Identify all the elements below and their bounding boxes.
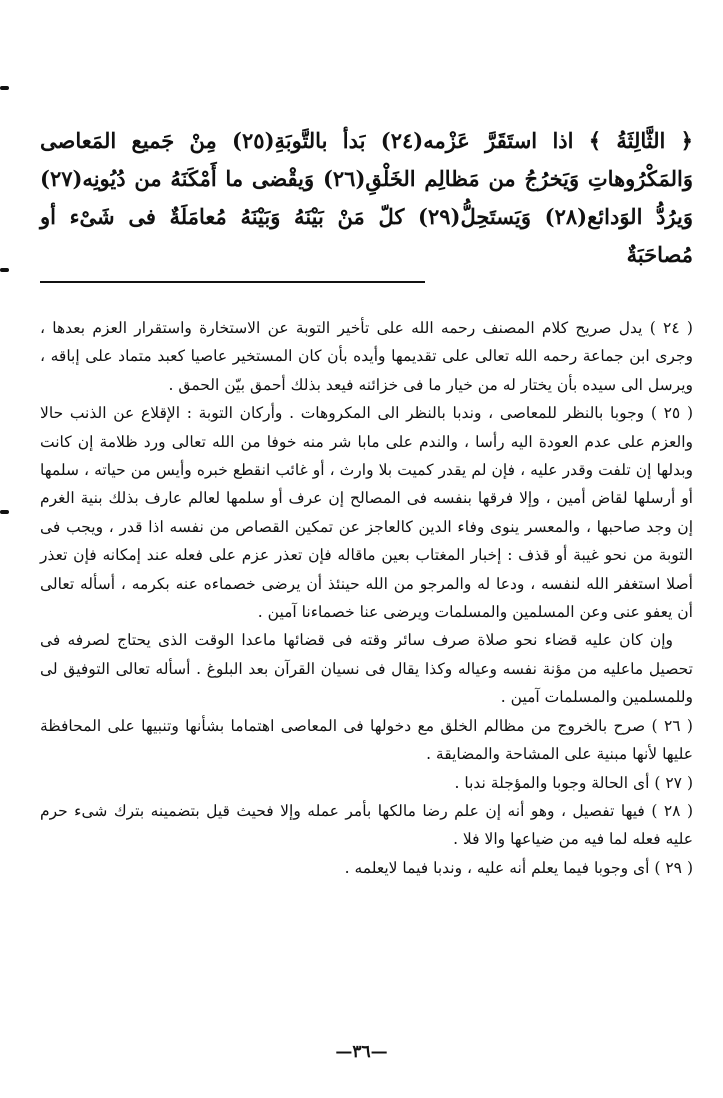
footnote <box>40 797 693 854</box>
footnote-text: وجوبا بالنظر للمعاصى ، وندبا بالنظر الى المكروهات . وأركان التوبة : الإقلاع عن الذنب حالا والعزم على عدم العودة اليه رأسا ، والندم على مابا شر منه خوفا من الله تعالى ورد ظلامة إن كانت وبدلها إن تلفت وقدر عليه ، فإن لم يقدر كميت بلا وارث ، أو غائب انقطع خبره وأيس من حياته ، سلمها أو أرسلها لقاض أمين ، وإلا فرقها بنفسه فى المصالح إن عرف أو سلمها لعالم عارف بذلك بنية الغرم إن وجد صاحبها ، والمعسر ينوى وفاء الدين كالعاجز عن تمكين القصاص من نفسه اذا قدر ، ويجب فى التوبة من نحو غيبة أو قذف : إخبار المغتاب بعين ماقاله فإن تعذر عزم على فعله عند إمكانه فإن تعذر أصلا استغفر الله لنفسه ، ودعا له والمرجو من الله حينئذ أن يرضى خصماءه عنه بكرمه ، أسأله تعالى أن يعفو عنى وعن المسلمين والمسلمات ويرضى عنا خصماءنا آمين . <box>40 404 693 622</box>
footnote-number: ( ٢٧ ) <box>654 773 693 792</box>
footnote-number: ( ٢٤ ) <box>649 319 693 337</box>
footnote-number: ( ٢٥ ) <box>650 404 693 423</box>
margin-mark <box>0 510 9 514</box>
separator-rule <box>40 281 425 283</box>
footnote-paragraph: وإن كان عليه قضاء نحو صلاة صرف سائر وقته فى قضائها ماعدا الوقت الذى يحتاج لصرفه فى تحصيل ماعليه من مؤنة نفسه وعياله وكذا يقال فى نسيان القرآن بعد البلوغ . أسأله تعالى التوفيق لى وللمسلمين والمسلمات آمين . <box>40 631 693 707</box>
footnote-number: ( ٢٩ ) <box>654 858 693 877</box>
main-text: ﴿ الثَّالِثَةُ ﴾ اذا استَقَرَّ عَزْمه(٢٤) بَدأ بالتَّوبَةِ(٢٥) مِنْ جَميع المَعاصى وَالمَكْرُوهاتِ وَيَخرُجُ من مَظالِم الخَلْقِ(٢٦) وَيقْضى ما أَمْكَنَهُ من دُيُونِه(٢٧) وَيرُدُّ الوَدائع(٢٨) وَيَستَحِلُّ(٢٩) كلّ مَنْ بَيْنَهُ وَبَيْنَهُ مُعامَلَةٌ فى شَىْء أو مُصاحَبَةٌ <box>40 128 694 267</box>
footnote-text: فيها تفصيل ، وهو أنه إن علم رضا مالكها بأمر عمله وإلا فحيث قيل بتضمينه بترك شىء حرم عليه فعله لما فيه من ضياعها والا فلا . <box>40 801 693 849</box>
footnotes <box>40 314 693 882</box>
footnote-number: ( ٢٦ ) <box>651 716 693 735</box>
footnote-text: صرح بالخروج من مظالم الخلق مع دخولها فى المعاصى اهتماما بشأنها وتنبيها على المحافظة عليها لأنها مبنية على المشاحة والمضايقة . <box>40 716 693 764</box>
page-number: —٣٦— <box>335 1042 388 1062</box>
footnote <box>40 314 693 399</box>
margin-mark <box>0 268 9 272</box>
footnote <box>40 712 693 769</box>
margin-mark <box>0 86 9 90</box>
footnote <box>40 769 693 797</box>
footnote <box>40 399 693 626</box>
footnote-text: يدل صريح كلام المصنف رحمه الله على تأخير التوبة عن الاستخارة واستقرار العزم بعدها ، وجرى ابن جماعة رحمه الله تعالى على تقديمها وأيده بأن كان المستخير عاصيا كعبد متماد على إباقه ، ويرسل الى سيده بأن يختار له من خيار ما فى خزائنه فيعد بذلك أحمق بيّن الحمق . <box>40 319 693 394</box>
footnote-number: ( ٢٨ ) <box>651 801 694 820</box>
footnote <box>40 854 693 882</box>
footnote-text: أى الحالة وجوبا والمؤجلة ندبا . <box>454 773 650 792</box>
footnote-text: أى وجوبا فيما يعلم أنه عليه ، وندبا فيما لايعلمه . <box>344 858 650 877</box>
